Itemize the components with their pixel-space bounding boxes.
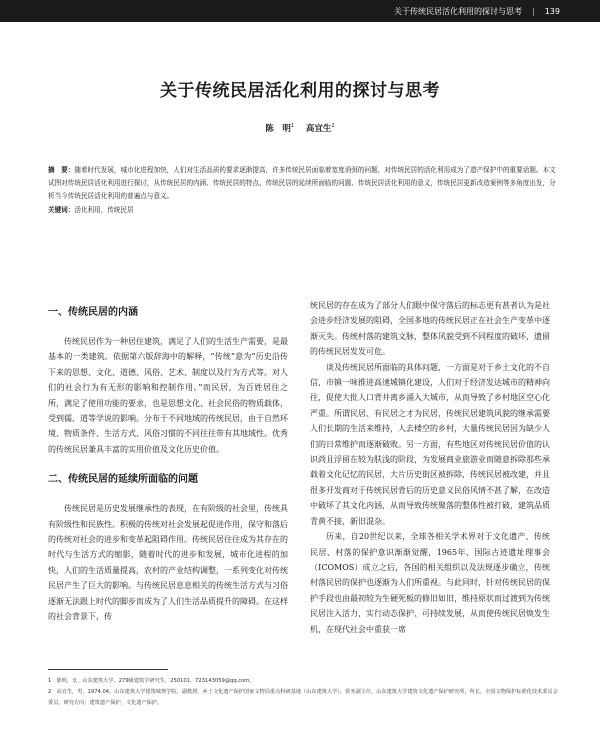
- body-paragraph: 谈及传统民居所面临的具体问题，一方面是对于乡土文化的不自信，市镇一味推进高速城镇化建设，人们对于经济发达城市的精神向往，促使大批人口背井离乡涌入大城市，从而导致了乡村地区空心化严重。所谓民居、有民居之才为民居，传统民居建筑风貌的继承需要人们长期的生活来维持，人去楼空的乡村，大量传统民居因为缺少人们的日常维护而逐渐破败。另一方面，有些地区对传统民居价值的认识尚且浮留在较为肤浅的阶段，为发展商业旅游业而随意拆除那些承载着文化记忆的民居，大片历史街区被拆除，传统民居被改建，并且很多开发商对于传统民居背后的历史意义民俗风情不甚了解，在改造中破坏了其文化内涵，从而导致传统聚落的整体性被打破，建筑品质青黄不接，新旧混杂。: [310, 362, 550, 526]
- author-line: [0, 122, 600, 134]
- keywords-label: 关键词：: [48, 206, 75, 214]
- running-header: [0, 0, 600, 22]
- abstract-text: 随着时代发展，城市化进程加快，人们对生活品质的要求逐渐提高，许多传统民居面临着宽度消弭的问题，对传统民居的活化利用成为了遗产保护中的重要话题。本文试图对传统民居活化利用进行探讨，从传统民居的内涵、传统民居的特点、传统民居的延续所面临的问题、传统民居活化利用的意义，传统民居更新改造案例等多角度出发，分析当今传统民居活化利用的普遍点与意义。: [48, 166, 556, 200]
- keywords-text: 活化利用，传统民居: [74, 206, 134, 214]
- author-name: 陈 明: [265, 124, 291, 134]
- abstract-block: [48, 164, 560, 217]
- abstract-label: 摘 要：: [48, 166, 75, 174]
- article-title: 关于传统民居活化利用的探讨与思考: [160, 81, 440, 101]
- footnotes: [48, 676, 560, 709]
- footnote-divider: [48, 669, 168, 670]
- keywords: [48, 204, 560, 217]
- body-paragraph: 统民居的存在成为了部分人们眼中保守落后的标志更有甚者认为是社会进步经济发展的阻碍，全国多地的传统民居正在社会生产变革中逐渐灭失。传统村落的建筑文脉，整体风貌受到不同程度的破坏，遗留的传统民居发发可危。: [310, 301, 550, 357]
- header-separator: |: [532, 6, 535, 16]
- right-column: [310, 298, 550, 637]
- author-footnote-mark: 2: [331, 123, 335, 130]
- footnote: 2 高宜生，男，1974.04，山东建筑大学建筑城规学院，副教授，乡土文化遗产保护国家文物局重点科研基地（山东建筑大学），常务副主任，山东建筑大学建筑文化遗产保护研究所，所长，全国文物保护标准化技术委员会委员，研究方向：建筑遗产保护，文化遗产保护。: [48, 689, 558, 706]
- body-paragraph: 传统民居作为一种居住建筑，满足了人们的生活生产需要，是最基本的一类建筑。依据第六版辞海中的解释，“传统”意为“历史沿传下来的思想、文化、道德、风俗、艺术、制度以及行为方式等。对人们的社会行为有无形的影响和控制作用。”而民居，为百姓居住之所，满足了使用功能的要求，也是思想文化、社会民俗的物质载体，受到儒、道等学说的影响。分布于不同地域的传统民居，由于自然环境、物质条件、生活方式、风俗习惯的不同往往带有其地域性。优秀的传统民居兼具丰富的实用价值及文化历史价值。: [48, 337, 288, 454]
- section-heading: 一、传统民居的内涵: [48, 307, 138, 318]
- abstract: [48, 164, 560, 203]
- body-paragraph: 传统民居是历史发展继承性的表现，在有阶级的社会里，传统具有阶级性和民族性。积极的传统对社会发展起促进作用，保守和落后的传统对社会的进步和变革起阻碍作用。传统民居往往成为其存在的时代与生活方式的缩影，随着时代的进步和发展，城市化进程的加快，人们的生活质量提高，农村的产业结构调整，一系列变化对传统民居产生了巨大的影响。与传统民居息息相关的传统生活方式与习俗逐渐无法跟上时代的脚步而成为了人们生活品质提升的障碍。在这样的社会背景下，传: [48, 504, 288, 622]
- author-name: 高宜生: [305, 124, 332, 134]
- page-number: 139: [544, 6, 560, 16]
- section-heading: 二、传统民居的延续所面临的问题: [48, 474, 198, 486]
- footnote: 1 陈明，女，山东建筑大学，279级建筑学研究生，250101，723143059@qq.com。: [48, 678, 255, 684]
- running-title: 关于传统民居活化利用的探讨与思考: [394, 6, 523, 16]
- body-paragraph: 历来，自20世纪以来，全球各相关学术界对于文化遗产、传统民居、村落的保护意识渐渐觉醒，1965年，国际古迹遗址理事会（ICOMOS）成立之后，各国的相关组织以及法规逐步确立，传统村落民居的保护也逐渐为人们所重视。与此同时，针对传统民居的保护手段也由最初较为生硬死板的修旧如旧，维持原状而过渡到为传统民居注入活力，实行动态保护、可持续发展，从而使传统民居焕发生机，在现代社会中重获一席: [310, 532, 550, 634]
- author-footnote-mark: 1: [290, 123, 295, 130]
- left-column: [48, 306, 288, 625]
